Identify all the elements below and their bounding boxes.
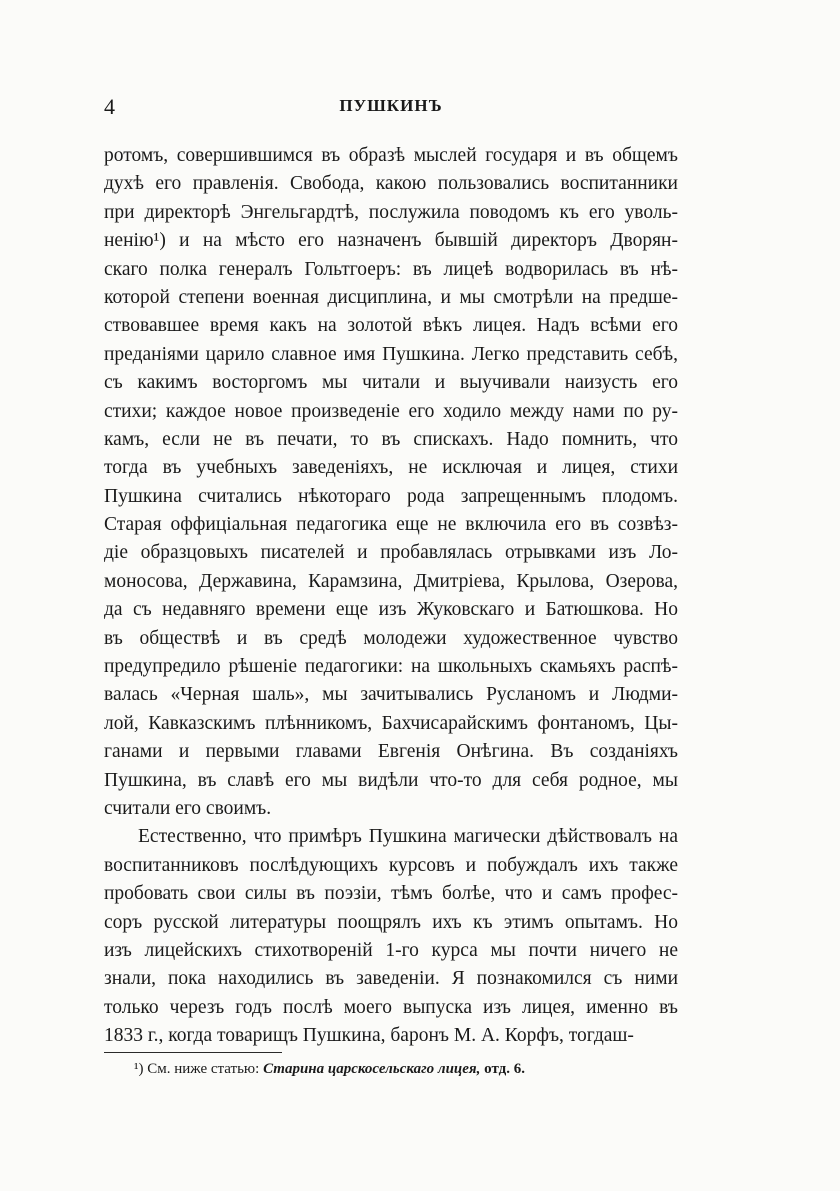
text-line: ствовавшее время какъ на золотой вѣкъ лицея. Надъ всѣми его xyxy=(104,315,678,337)
paragraph-1 xyxy=(104,142,678,823)
footnote-title: Старина царскосельскаго лицея, xyxy=(263,1061,481,1077)
footnote-marker: ¹) xyxy=(134,1061,144,1077)
running-title: ПУШКИНЪ xyxy=(339,96,443,115)
text-line: камъ, если не въ печати, то въ спискахъ. Надо помнить, что xyxy=(104,428,678,450)
text-line: только черезъ годъ послѣ моего выпуска изъ лицея, именно въ xyxy=(104,996,678,1018)
text-line: да съ недавняго времени еще изъ Жуковскаго и Батюшкова. Но xyxy=(104,599,678,621)
text-line: Пушкина, въ славѣ его мы видѣли что-то для себя родное, мы xyxy=(104,769,678,791)
text-line: скаго полка генералъ Гольтгоеръ: въ лицеѣ водворилась въ нѣ- xyxy=(104,258,678,280)
text-line: считали его своимъ. xyxy=(104,797,272,819)
text-line: духѣ его правленія. Свобода, какою пользовались воспитанники xyxy=(104,173,678,195)
text-line: при директорѣ Энгельгардтѣ, послужила поводомъ къ его уволь- xyxy=(104,201,678,223)
text-line: 1833 г., когда товарищъ Пушкина, баронъ М. А. Корфъ, тогдаш- xyxy=(104,1025,634,1047)
text-line: Пушкина считались нѣкотораго рода запрещеннымъ плодомъ. xyxy=(104,485,678,507)
paragraph-2 xyxy=(104,823,678,1050)
text-line: валась «Черная шаль», мы зачитывались Русланомъ и Людми- xyxy=(104,684,678,706)
text-line: воспитанниковъ послѣдующихъ курсовъ и побуждалъ ихъ также xyxy=(104,854,678,876)
text-line: Старая оффиціальная педагогика еще не включила его въ созвѣз- xyxy=(104,514,678,536)
text-line: пробовать свои силы въ поэзіи, тѣмъ болѣе, что и самъ профес- xyxy=(104,883,678,905)
text-line: преданіями царило славное имя Пушкина. Легко представить себѣ, xyxy=(104,343,678,365)
footnote-prefix: См. ниже статью: xyxy=(147,1061,260,1077)
text-line: знали, пока находились въ заведеніи. Я познакомился съ ними xyxy=(104,968,678,990)
text-line: діе образцовыхъ писателей и пробавлялась отрывками изъ Ло- xyxy=(104,542,678,564)
footnote xyxy=(134,1058,694,1080)
text-line: которой степени военная дисциплина, и мы смотрѣли на предше- xyxy=(104,286,678,308)
text-line: соръ русской литературы поощрялъ ихъ къ этимъ опытамъ. Но xyxy=(104,911,678,933)
text-line: моносова, Державина, Карамзина, Дмитріева, Крылова, Озерова, xyxy=(104,570,678,592)
text-line: предупредило рѣшеніе педагогики: на школьныхъ скамьяхъ распѣ- xyxy=(104,656,678,678)
text-line: ганами и первыми главами Евгенія Онѣгина. Въ созданіяхъ xyxy=(104,741,678,763)
page-number: 4 xyxy=(104,94,115,119)
footnote-suffix: отд. 6. xyxy=(484,1061,525,1077)
footnote-divider xyxy=(104,1052,282,1053)
text-line: съ какимъ восторгомъ мы читали и выучивали наизусть его xyxy=(104,372,678,394)
text-line: изъ лицейскихъ стихотвореній 1-го курса мы почти ничего не xyxy=(104,939,678,961)
body-text xyxy=(104,142,678,1051)
text-line: ротомъ, совершившимся въ образѣ мыслей государя и въ общемъ xyxy=(104,145,678,166)
text-line: ненію¹) и на мѣсто его назначенъ бывшій директоръ Дворян- xyxy=(104,230,678,252)
text-line: стихи; каждое новое произведеніе его ходило между нами по ру- xyxy=(104,400,678,422)
text-line: лой, Кавказскимъ плѣнникомъ, Бахчисарайскимъ фонтаномъ, Цы- xyxy=(104,712,678,734)
text-line: тогда въ учебныхъ заведеніяхъ, не исключая и лицея, стихи xyxy=(104,457,678,479)
text-line: въ обществѣ и въ средѣ молодежи художественное чувство xyxy=(104,627,678,649)
text-line: Естественно, что примѣръ Пушкина магически дѣйствовалъ на xyxy=(138,826,678,848)
page-header xyxy=(104,94,678,118)
